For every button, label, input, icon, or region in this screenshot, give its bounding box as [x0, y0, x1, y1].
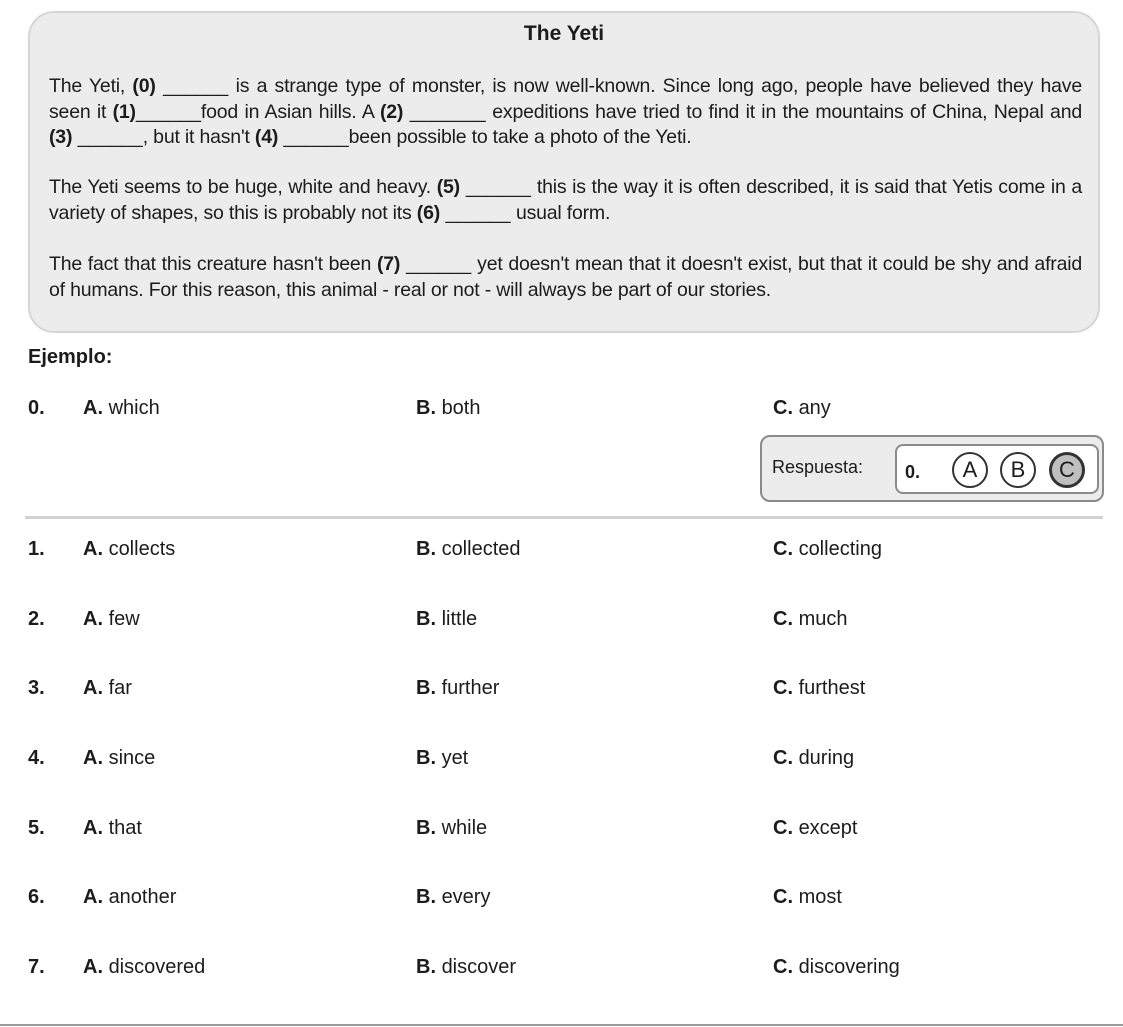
option-c[interactable] [773, 956, 900, 979]
option-c[interactable] [773, 886, 842, 909]
option-text: far [108, 677, 132, 699]
answer-label: Respuesta: [772, 457, 864, 477]
option-text: any [798, 397, 831, 419]
option-text: that [108, 817, 142, 839]
option-text: discover [441, 956, 517, 978]
gap-blank: ______ [440, 201, 516, 224]
option-letter: C. [773, 747, 793, 769]
option-letter: A. [83, 608, 103, 630]
option-letter: A. [83, 886, 103, 908]
option-text: discovering [798, 956, 900, 978]
gap-number: (4) [254, 126, 279, 148]
option-text: which [108, 397, 160, 419]
question-number: 5. [28, 817, 45, 839]
example-label: Ejemplo: [28, 346, 113, 368]
option-letter: C. [773, 817, 793, 839]
option-text: much [798, 608, 848, 630]
gap-number: (5) [436, 176, 460, 198]
section-divider [25, 516, 1103, 519]
option-a[interactable] [83, 397, 160, 420]
option-a[interactable] [83, 677, 132, 700]
gap-blank: ______ [155, 75, 236, 97]
option-text: little [441, 608, 478, 630]
option-letter: B. [416, 538, 436, 560]
option-letter: C. [773, 956, 793, 978]
passage-paragraph-3: The fact that this creature hasn't been (7) ______ yet doesn't mean that it doesn't exist, but that it could be shy and afraid of humans. For this reason, this animal - real or not - will always be part of our stories. [49, 253, 1082, 301]
gap-blank: ______ [72, 126, 143, 148]
option-text: except [798, 817, 858, 839]
gap-number: (2) [379, 100, 404, 123]
option-letter: A. [83, 956, 103, 978]
example-answer-box [760, 435, 1104, 502]
option-text: discovered [108, 956, 206, 978]
passage-box [28, 11, 1100, 333]
option-text: most [798, 886, 842, 908]
option-letter: B. [416, 817, 436, 839]
question-number: 7. [28, 956, 45, 978]
option-c[interactable] [773, 817, 858, 840]
question-row [0, 538, 1123, 568]
option-text: collects [108, 538, 176, 560]
option-text: few [108, 608, 140, 630]
gap-blank: _______ [403, 100, 493, 123]
option-b[interactable] [416, 817, 487, 840]
option-text: furthest [798, 677, 866, 699]
option-text: another [108, 886, 177, 908]
question-row [0, 886, 1123, 916]
gap-number: (3) [49, 126, 73, 148]
question-row [0, 956, 1123, 986]
answer-bubble-b[interactable]: B [1000, 452, 1036, 488]
question-number: 1. [28, 538, 45, 560]
option-b[interactable] [416, 608, 477, 631]
option-letter: A. [83, 397, 103, 419]
bottom-rule [0, 1024, 1123, 1026]
option-text: every [441, 886, 491, 908]
gap-blank: ______ [135, 100, 201, 123]
gap-blank: ______ [278, 126, 349, 148]
option-text: further [441, 677, 500, 699]
option-c[interactable] [773, 747, 854, 770]
gap-number: (0) [132, 75, 156, 97]
option-a[interactable] [83, 608, 140, 631]
question-number: 3. [28, 677, 45, 699]
option-a[interactable] [83, 747, 155, 770]
option-text: yet [441, 747, 469, 769]
question-row [0, 397, 1123, 427]
option-text: while [441, 817, 488, 839]
option-c[interactable] [773, 538, 882, 561]
question-number: 0. [28, 397, 45, 419]
option-c[interactable] [773, 677, 865, 700]
option-b[interactable] [416, 747, 468, 770]
answer-number: 0. [905, 462, 921, 482]
option-a[interactable] [83, 817, 142, 840]
question-number: 6. [28, 886, 45, 908]
passage-title: The Yeti [523, 22, 605, 45]
option-letter: B. [416, 608, 436, 630]
option-text: during [798, 747, 855, 769]
question-row [0, 677, 1123, 707]
gap-number: (6) [416, 201, 441, 224]
answer-sheet [895, 444, 1099, 494]
question-row [0, 747, 1123, 777]
option-text: both [441, 397, 481, 419]
answer-bubble-a[interactable]: A [952, 452, 988, 488]
option-text: collecting [798, 538, 882, 560]
gap-blank: ______ [400, 253, 478, 275]
option-text: since [108, 747, 156, 769]
option-letter: C. [773, 677, 793, 699]
option-letter: C. [773, 397, 793, 419]
option-b[interactable] [416, 956, 516, 979]
question-number: 2. [28, 608, 45, 630]
gap-blank: ______ [459, 176, 537, 198]
gap-number: (1) [112, 100, 136, 123]
option-letter: A. [83, 538, 103, 560]
option-a[interactable] [83, 886, 176, 909]
option-letter: C. [773, 608, 793, 630]
option-letter: B. [416, 956, 436, 978]
option-letter: C. [773, 886, 793, 908]
option-text: collected [441, 538, 521, 560]
passage-paragraph-1: The Yeti, (0) ______ is a strange type of monster, is now well-known. Since long ago, people have believed they have seen it (1)______food in Asian hills. A (2) _______ expeditions have tried to find it in the mountains of China, Nepal and (3) ______, but it hasn't (4) ______been possible to take a photo of the Yeti. [49, 75, 1082, 148]
option-letter: B. [416, 677, 436, 699]
option-letter: B. [416, 747, 436, 769]
gap-number: (7) [376, 253, 401, 275]
option-c[interactable] [773, 397, 831, 420]
option-letter: A. [83, 817, 103, 839]
option-letter: A. [83, 747, 103, 769]
option-b[interactable] [416, 677, 499, 700]
option-letter: B. [416, 886, 436, 908]
option-a[interactable] [83, 538, 175, 561]
answer-bubble-c[interactable]: C [1049, 452, 1085, 488]
option-b[interactable] [416, 538, 521, 561]
option-c[interactable] [773, 608, 847, 631]
option-a[interactable] [83, 956, 205, 979]
option-letter: A. [83, 677, 103, 699]
option-b[interactable] [416, 886, 490, 909]
option-letter: C. [773, 538, 793, 560]
option-b[interactable] [416, 397, 481, 420]
passage-paragraph-2: The Yeti seems to be huge, white and heavy. (5) ______ this is the way it is often described, it is said that Yetis come in a variety of shapes, so this is probably not its (6) ______ usual form. [49, 176, 1082, 224]
option-letter: B. [416, 397, 436, 419]
question-row [0, 817, 1123, 847]
question-row [0, 608, 1123, 638]
question-number: 4. [28, 747, 45, 769]
